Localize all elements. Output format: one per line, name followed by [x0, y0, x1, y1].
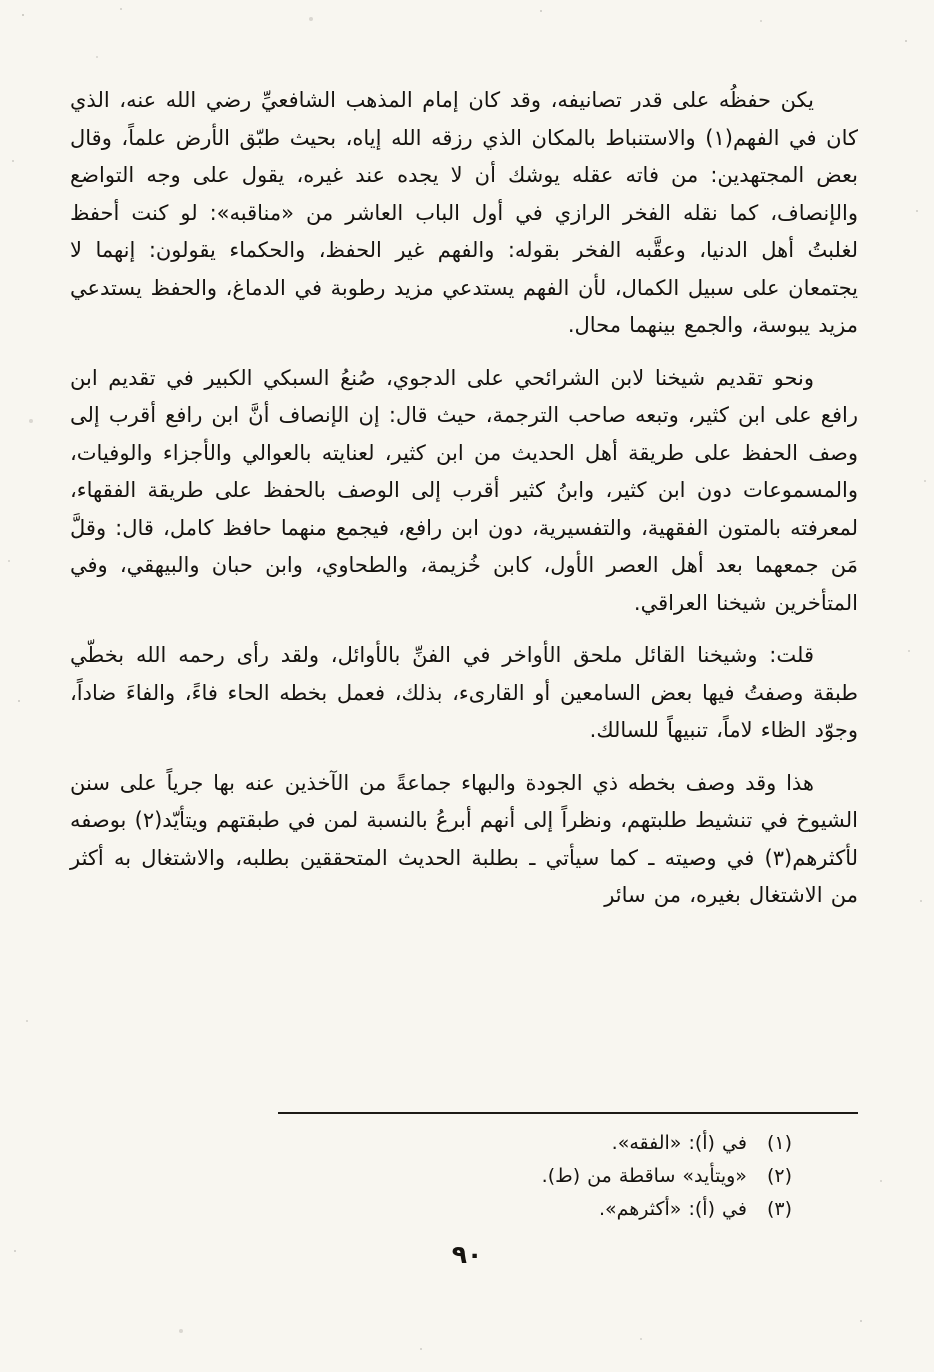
paragraph: ونحو تقديم شيخنا لابن الشرائحي على الدجوي، صُنعُ السبكي الكبير في تقديم ابن رافع على ابن كثير، وتبعه صاحب الترجمة، حيث قال: إن الإنصاف أنَّ ابن رافع أقرب إلى وصف الحفظ على طريقة أهل الحديث من ابن كثير، لعنايته بالعوالي والأجزاء والوفيات، والمسموعات دون ابن كثير، وابنُ كثير أقرب إلى الوصف بالحفظ على طريقة الفقهاء، لمعرفته بالمتون الفقهية، والتفسيرية، دون ابن رافع، فيجمع منهما حافظ كامل، قال: وقلَّ مَن جمعهما بعد أهل العصر الأول، كابن خُزيمة، والطحاوي، وابن حبان والبيهقي، وفي المتأخرين شيخنا العراقي. [70, 365, 858, 615]
footnote-text: في (أ): «الفقه». [611, 1132, 747, 1154]
body-text [70, 82, 858, 930]
footnote-text: «ويتأيد» ساقطة من (ط). [541, 1165, 747, 1187]
footnote-number: (١) [766, 1132, 792, 1154]
footnote [278, 1193, 858, 1226]
paragraph: قلت: وشيخنا القائل ملحق الأواخر في الفنِّ بالأوائل، ولقد رأى رحمه الله بخطّي طبقة وصفتُ فيها بعض السامعين أو القارىء، بذلك، فعمل بخطه الحاء فاءً، والفاءَ ضاداً، وجوّد الظاء لاماً، تنبيهاً للسالك. [70, 643, 858, 742]
footnotes-section [278, 1112, 858, 1226]
paragraph: هذا وقد وصف بخطه ذي الجودة والبهاء جماعةً من الآخذين عنه بها جرياً على سنن الشيوخ في تنشيط طلبتهم، ونظراً إلى أنهم أبرعُ بالنسبة لمن في طبقتهم ويتأيّد(٢) بوصفه لأكثرهم(٣) في وصيته ـ كما سيأتي ـ بطلبة الحديث المتحققين بطلبه، والاشتغال به أكثر من الاشتغال بغيره، من سائر [70, 770, 859, 907]
footnote [278, 1127, 858, 1160]
footnote [278, 1160, 858, 1193]
scan-noise [0, 0, 2, 2]
page-number: ٩٠ [451, 1240, 483, 1269]
footnote-number: (٣) [766, 1198, 792, 1220]
footnote-text: في (أ): «أكثرهم». [598, 1198, 747, 1220]
paragraph: يكن حفظُه على قدر تصانيفه، وقد كان إمام المذهب الشافعيِّ رضي الله عنه، الذي كان في الفهم(١) والاستنباط بالمكان الذي رزقه الله إياه، بحيث طبّق الأرض علماً، وقال بعض المجتهدين: من فاته عقله يوشك أن لا يجده عند غيره، يقول على وجه التواضع والإنصاف، كما نقله الفخر الرازي في أول الباب العاشر من «مناقبه»: لو كنت أحفظ لغلبتُ أهل الدنيا، وعقَّبه الفخر بقوله: والفهم غير الحفظ، والحكماء يقولون: إنهما لا يجتمعان على سبيل الكمال، لأن الفهم يستدعي مزيد رطوبة في الدماغ، والحفظ يستدعي مزيد يبوسة، والجمع بينهما محال. [70, 88, 858, 337]
footnote-separator [278, 1112, 858, 1114]
footnote-number: (٢) [766, 1165, 792, 1187]
